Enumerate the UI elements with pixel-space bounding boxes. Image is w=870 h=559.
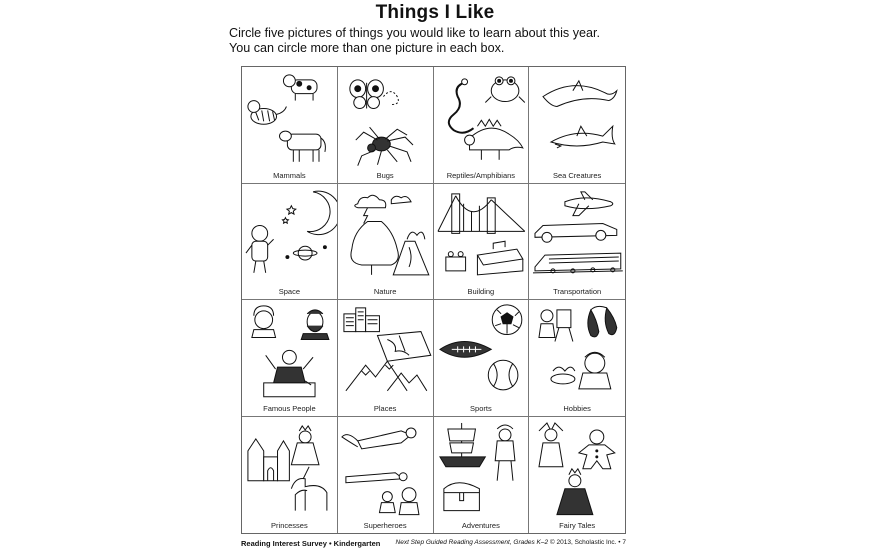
cloud-icon xyxy=(355,195,411,223)
jester-icon xyxy=(539,422,563,466)
cow-icon xyxy=(280,131,326,162)
airplane-icon xyxy=(565,191,613,215)
box-label: Hobbies xyxy=(563,403,591,413)
flying-hero-icon xyxy=(346,472,419,514)
frog-icon xyxy=(485,77,524,103)
sports-picture xyxy=(434,300,529,416)
unicorn-icon xyxy=(291,466,327,510)
dinosaur-icon xyxy=(464,119,522,159)
box-mammals[interactable] xyxy=(242,67,338,184)
ship-icon xyxy=(439,422,484,466)
painter-icon xyxy=(539,310,573,342)
box-hobbies[interactable] xyxy=(529,300,625,417)
footer-page-info: © 2013, Scholastic Inc. • 7 xyxy=(548,539,626,546)
box-label: Famous People xyxy=(263,403,316,413)
box-superheroes[interactable] xyxy=(338,417,434,534)
box-reptiles-amphibians[interactable] xyxy=(434,67,530,184)
footer-copyright xyxy=(396,539,626,546)
box-label: Space xyxy=(278,287,301,296)
box-space[interactable] xyxy=(242,184,338,301)
superhero-icon xyxy=(342,427,416,448)
treasure-chest-icon xyxy=(443,482,479,510)
butterfly-icon xyxy=(350,80,399,109)
box-label: Adventures xyxy=(461,521,500,530)
sea-creatures-picture xyxy=(529,67,625,183)
box-label: Nature xyxy=(373,287,397,296)
box-adventures[interactable] xyxy=(434,417,530,534)
box-label: Sea Creatures xyxy=(552,170,602,180)
instruction-line-1: Circle five pictures of things you would like to learn about this year. xyxy=(229,26,601,40)
box-building[interactable] xyxy=(434,184,530,301)
dolphin-icon xyxy=(543,81,617,107)
picture-grid xyxy=(241,66,626,534)
soccer-ball-icon xyxy=(492,305,522,335)
box-label: Reptiles/Amphibians xyxy=(446,170,516,180)
cat-icon xyxy=(283,75,317,101)
bridge-icon xyxy=(437,193,524,232)
box-label: Transportation xyxy=(553,287,602,296)
instructions xyxy=(229,26,600,56)
tree-icon xyxy=(351,221,398,274)
planet-icon xyxy=(286,245,326,259)
pirate-icon xyxy=(495,424,515,480)
ballet-shoes-icon xyxy=(588,306,617,337)
astronaut-icon xyxy=(246,225,274,272)
page-title: Things I Like xyxy=(375,2,495,23)
shark-icon xyxy=(551,126,615,148)
adventures-picture xyxy=(434,417,529,534)
lincoln-icon xyxy=(301,310,329,340)
box-bugs[interactable] xyxy=(338,67,434,184)
places-picture xyxy=(338,300,433,416)
spider-icon xyxy=(356,127,413,166)
transportation-picture xyxy=(529,184,625,300)
box-label: Building xyxy=(467,287,495,296)
box-label: Places xyxy=(373,403,397,413)
castle-icon xyxy=(248,438,289,480)
moon-icon xyxy=(282,191,336,234)
fairy-tales-picture xyxy=(529,417,625,534)
train-icon xyxy=(533,253,623,273)
map-icon xyxy=(377,332,430,362)
mountains-icon xyxy=(346,361,427,391)
instruction-line-2: You can circle more than one picture in each box. xyxy=(229,41,505,55)
box-label: Fairy Tales xyxy=(559,521,596,530)
toolbox-icon xyxy=(477,241,522,275)
box-sea-creatures[interactable] xyxy=(529,67,625,184)
footer-book-title: Next Step Guided Reading Assessment, Grades K–2 xyxy=(395,539,549,546)
famous-people-picture xyxy=(242,300,337,416)
tiger-icon xyxy=(248,101,286,125)
footer-survey-title: Reading Interest Survey • Kindergarten xyxy=(241,539,381,548)
washington-icon xyxy=(252,306,276,338)
princess-icon xyxy=(291,425,319,464)
reptiles-picture xyxy=(434,67,529,183)
city-icon xyxy=(344,308,380,332)
speaker-icon xyxy=(264,350,315,396)
car-icon xyxy=(535,223,617,242)
box-fairy-tales[interactable] xyxy=(529,417,625,534)
box-famous-people[interactable] xyxy=(242,300,338,417)
princesses-picture xyxy=(242,417,337,534)
box-label: Bugs xyxy=(376,170,394,180)
box-places[interactable] xyxy=(338,300,434,417)
nature-picture xyxy=(338,184,433,300)
space-picture xyxy=(242,184,337,300)
box-label: Sports xyxy=(470,403,492,413)
bugs-picture xyxy=(338,67,433,183)
snake-icon xyxy=(448,79,473,133)
cooking-icon xyxy=(551,352,611,389)
box-princesses[interactable] xyxy=(242,417,338,534)
building-picture xyxy=(434,184,529,300)
box-label: Princesses xyxy=(271,521,308,530)
box-nature[interactable] xyxy=(338,184,434,301)
hobbies-picture xyxy=(529,300,625,416)
baseball-icon xyxy=(488,360,518,390)
block-icon xyxy=(445,251,465,270)
football-icon xyxy=(439,341,490,357)
box-sports[interactable] xyxy=(434,300,530,417)
gingerbread-icon xyxy=(579,429,615,468)
box-transportation[interactable] xyxy=(529,184,625,301)
superheroes-picture xyxy=(338,417,433,534)
queen-icon xyxy=(557,468,593,514)
mammals-picture xyxy=(242,67,337,183)
box-label: Mammals xyxy=(273,170,306,180)
box-label: Superheroes xyxy=(363,521,407,530)
